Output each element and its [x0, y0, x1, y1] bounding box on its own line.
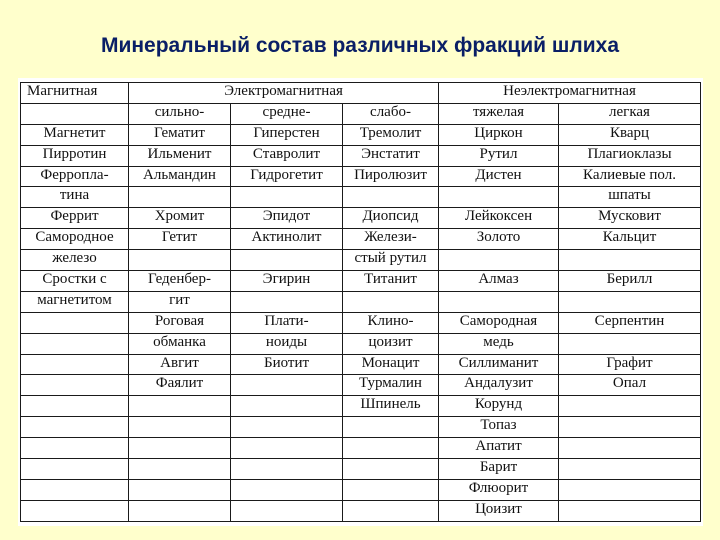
table-row	[21, 145, 701, 166]
cell-light-nonem: Графит	[559, 354, 701, 375]
cell-light-nonem	[559, 417, 701, 438]
cell-light-nonem	[559, 396, 701, 417]
cell-magnetic: магнетитом	[21, 291, 129, 312]
cell-strong-em: Гематит	[129, 124, 231, 145]
cell-medium-em	[231, 438, 343, 459]
cell-magnetic: Самородное	[21, 229, 129, 250]
cell-heavy-nonem: Алмаз	[439, 271, 559, 292]
table-row	[21, 291, 701, 312]
cell-strong-em	[129, 459, 231, 480]
cell-medium-em	[231, 291, 343, 312]
cell-light-nonem: Серпентин	[559, 312, 701, 333]
cell-weak-em: Тремолит	[343, 124, 439, 145]
cell-medium-em: Эпидот	[231, 208, 343, 229]
table-row	[21, 187, 701, 208]
table-row	[21, 479, 701, 500]
cell-medium-em: Гиперстен	[231, 124, 343, 145]
cell-heavy-nonem: Цоизит	[439, 500, 559, 521]
cell-heavy-nonem: Лейкоксен	[439, 208, 559, 229]
cell-weak-em	[343, 479, 439, 500]
cell-medium-em	[231, 187, 343, 208]
cell-light-nonem	[559, 333, 701, 354]
cell-light-nonem: Кальцит	[559, 229, 701, 250]
subheader-empty	[21, 103, 129, 124]
cell-heavy-nonem: Дистен	[439, 166, 559, 187]
cell-heavy-nonem: медь	[439, 333, 559, 354]
cell-light-nonem: Калиевые пол.	[559, 166, 701, 187]
header-nonelectromagnetic: Неэлектромагнитная	[439, 83, 701, 104]
cell-strong-em	[129, 500, 231, 521]
cell-light-nonem: Плагиоклазы	[559, 145, 701, 166]
cell-heavy-nonem: Циркон	[439, 124, 559, 145]
cell-light-nonem: Берилл	[559, 271, 701, 292]
cell-medium-em	[231, 459, 343, 480]
cell-weak-em: Титанит	[343, 271, 439, 292]
cell-magnetic	[21, 354, 129, 375]
cell-magnetic	[21, 438, 129, 459]
page-title: Минеральный состав различных фракций шлиха	[100, 34, 620, 57]
cell-magnetic: тина	[21, 187, 129, 208]
table-row	[21, 250, 701, 271]
cell-medium-em: Гидрогетит	[231, 166, 343, 187]
table-row	[21, 229, 701, 250]
table-row	[21, 271, 701, 292]
cell-medium-em	[231, 479, 343, 500]
cell-strong-em: Роговая	[129, 312, 231, 333]
cell-light-nonem	[559, 500, 701, 521]
cell-strong-em: Фаялит	[129, 375, 231, 396]
cell-strong-em: Гетит	[129, 229, 231, 250]
subheader-medium: средне-	[231, 103, 343, 124]
cell-weak-em: Энстатит	[343, 145, 439, 166]
cell-magnetic	[21, 333, 129, 354]
subheader-strong: сильно-	[129, 103, 231, 124]
cell-medium-em	[231, 250, 343, 271]
cell-weak-em	[343, 417, 439, 438]
cell-strong-em	[129, 417, 231, 438]
table-row	[21, 208, 701, 229]
cell-magnetic: Пирротин	[21, 145, 129, 166]
cell-light-nonem: Мусковит	[559, 208, 701, 229]
cell-strong-em: Ильменит	[129, 145, 231, 166]
mineral-table	[20, 82, 701, 522]
cell-magnetic	[21, 375, 129, 396]
cell-heavy-nonem: Апатит	[439, 438, 559, 459]
cell-weak-em	[343, 438, 439, 459]
cell-strong-em	[129, 187, 231, 208]
cell-magnetic	[21, 500, 129, 521]
table-row	[21, 333, 701, 354]
cell-light-nonem	[559, 479, 701, 500]
cell-light-nonem: Опал	[559, 375, 701, 396]
table-row	[21, 500, 701, 521]
cell-heavy-nonem	[439, 250, 559, 271]
cell-magnetic: Сростки с	[21, 271, 129, 292]
cell-weak-em: стый рутил	[343, 250, 439, 271]
table-row	[21, 166, 701, 187]
cell-magnetic: Магнетит	[21, 124, 129, 145]
cell-light-nonem	[559, 250, 701, 271]
cell-magnetic	[21, 396, 129, 417]
cell-medium-em	[231, 375, 343, 396]
cell-light-nonem: шпаты	[559, 187, 701, 208]
cell-magnetic	[21, 479, 129, 500]
cell-strong-em: гит	[129, 291, 231, 312]
cell-medium-em	[231, 500, 343, 521]
table-row	[21, 124, 701, 145]
cell-medium-em: Ставролит	[231, 145, 343, 166]
subheader-weak: слабо-	[343, 103, 439, 124]
cell-weak-em: Клино-	[343, 312, 439, 333]
header-magnetic: Магнитная	[21, 83, 129, 104]
cell-weak-em	[343, 291, 439, 312]
cell-magnetic	[21, 459, 129, 480]
cell-heavy-nonem: Самородная	[439, 312, 559, 333]
cell-heavy-nonem: Силлиманит	[439, 354, 559, 375]
cell-heavy-nonem	[439, 291, 559, 312]
cell-light-nonem	[559, 459, 701, 480]
cell-magnetic: Феррит	[21, 208, 129, 229]
cell-magnetic	[21, 417, 129, 438]
header-electromagnetic: Электромагнитная	[129, 83, 439, 104]
table-row	[21, 396, 701, 417]
cell-weak-em: Диопсид	[343, 208, 439, 229]
table-scan	[18, 78, 703, 526]
cell-weak-em: Монацит	[343, 354, 439, 375]
subheader-heavy: тяжелая	[439, 103, 559, 124]
cell-magnetic	[21, 312, 129, 333]
cell-heavy-nonem: Андалузит	[439, 375, 559, 396]
cell-magnetic: Ферропла-	[21, 166, 129, 187]
cell-medium-em: Эгирин	[231, 271, 343, 292]
cell-light-nonem: Кварц	[559, 124, 701, 145]
cell-weak-em: Желези-	[343, 229, 439, 250]
cell-heavy-nonem	[439, 187, 559, 208]
cell-heavy-nonem: Золото	[439, 229, 559, 250]
cell-weak-em: цоизит	[343, 333, 439, 354]
table-row	[21, 354, 701, 375]
cell-heavy-nonem: Топаз	[439, 417, 559, 438]
cell-weak-em	[343, 500, 439, 521]
cell-heavy-nonem: Корунд	[439, 396, 559, 417]
cell-strong-em	[129, 479, 231, 500]
cell-weak-em: Шпинель	[343, 396, 439, 417]
cell-weak-em: Пиролюзит	[343, 166, 439, 187]
cell-medium-em: Плати-	[231, 312, 343, 333]
cell-heavy-nonem: Рутил	[439, 145, 559, 166]
cell-strong-em	[129, 438, 231, 459]
table-row	[21, 375, 701, 396]
cell-medium-em	[231, 417, 343, 438]
cell-heavy-nonem: Флюорит	[439, 479, 559, 500]
table-row	[21, 459, 701, 480]
cell-medium-em: Биотит	[231, 354, 343, 375]
cell-strong-em	[129, 396, 231, 417]
table-row	[21, 417, 701, 438]
cell-light-nonem	[559, 438, 701, 459]
cell-medium-em: Актинолит	[231, 229, 343, 250]
cell-heavy-nonem: Барит	[439, 459, 559, 480]
subheader-light: легкая	[559, 103, 701, 124]
cell-strong-em: Авгит	[129, 354, 231, 375]
cell-strong-em	[129, 250, 231, 271]
cell-medium-em: ноиды	[231, 333, 343, 354]
cell-weak-em: Турмалин	[343, 375, 439, 396]
cell-strong-em: Альмандин	[129, 166, 231, 187]
cell-strong-em: обманка	[129, 333, 231, 354]
cell-weak-em	[343, 187, 439, 208]
table-row	[21, 438, 701, 459]
cell-weak-em	[343, 459, 439, 480]
cell-strong-em: Хромит	[129, 208, 231, 229]
cell-strong-em: Геденбер-	[129, 271, 231, 292]
table-row	[21, 312, 701, 333]
cell-light-nonem	[559, 291, 701, 312]
cell-magnetic: железо	[21, 250, 129, 271]
cell-medium-em	[231, 396, 343, 417]
